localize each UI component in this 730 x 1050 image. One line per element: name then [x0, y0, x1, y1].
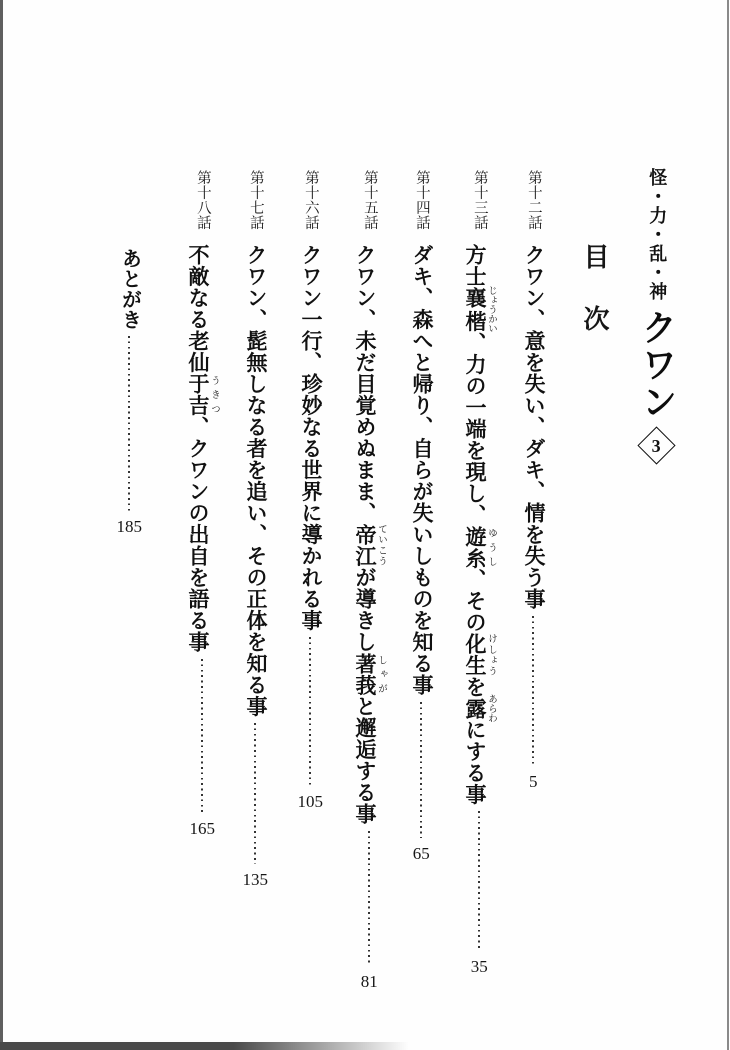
page-left-edge — [0, 0, 3, 1050]
page-bottom-edge — [0, 1042, 730, 1050]
title-text: クワン、未だ目覚めぬまま、 — [353, 244, 377, 524]
page-number: 135 — [242, 870, 268, 889]
title-text: と邂逅する事 — [353, 695, 377, 825]
title-text: ダキ、森へと帰り、自らが失いしものを知る事 — [410, 244, 434, 696]
toc-entry-afterword — [117, 248, 143, 535]
title-text: あとがき — [118, 248, 141, 330]
chapter-label: 第十八話 — [194, 170, 211, 230]
chapter-label: 第十五話 — [361, 170, 378, 230]
volume-number: 3 — [652, 435, 662, 456]
title-ruby: 著莪 しゃが — [353, 652, 386, 696]
toc-entry — [243, 170, 269, 888]
title-ruby: 遊糸 ゆうし — [463, 525, 496, 569]
dotted-leader — [532, 616, 534, 767]
toc-entry — [352, 170, 386, 990]
chapter-label: 第十四話 — [413, 170, 430, 230]
dotted-leader — [420, 702, 422, 839]
title-ruby: 化生 けしょう — [463, 633, 496, 677]
book-title-main: クワン — [637, 309, 677, 420]
toc-entry — [298, 170, 324, 810]
chapter-title — [521, 244, 545, 610]
title-ruby: 于吉 うきつ — [186, 373, 219, 416]
chapter-label: 第十六話 — [302, 170, 319, 230]
dotted-leader — [201, 659, 203, 814]
title-ruby: 襄楷 じょうかい — [463, 285, 496, 334]
chapter-title — [244, 244, 268, 717]
chapter-title — [118, 248, 140, 330]
page-number: 65 — [412, 844, 430, 863]
chapter-title — [185, 244, 219, 653]
page-number: 5 — [529, 772, 538, 791]
chapter-title — [462, 244, 496, 805]
dotted-leader — [254, 723, 256, 864]
page-right-edge — [727, 0, 729, 1050]
toc-entry — [521, 170, 545, 790]
contents-heading: 目次 — [580, 243, 609, 367]
book-title-prefix: 怪・力・乱・神 — [647, 168, 668, 301]
title-text: 不敵なる老仙 — [186, 244, 210, 373]
title-text: が導きし — [353, 566, 377, 653]
title-text: クワン、意を失い、ダキ、情を失う事 — [522, 244, 546, 610]
page-number: 81 — [360, 972, 378, 991]
page-number: 105 — [297, 792, 323, 811]
dotted-leader — [368, 831, 370, 967]
title-text: を — [463, 676, 487, 698]
chapter-title — [299, 244, 323, 631]
dotted-leader — [128, 336, 130, 511]
toc-entry — [185, 170, 219, 837]
page-number: 165 — [189, 819, 215, 838]
page-number: 35 — [470, 957, 488, 976]
chapter-label: 第十七話 — [247, 170, 264, 230]
chapter-title — [352, 244, 386, 825]
title-ruby: 帝江 ていこう — [353, 523, 386, 567]
title-text: クワン一行、珍妙なる世界に導かれる事 — [299, 244, 324, 631]
volume-badge-diamond — [638, 426, 676, 464]
title-text: 、クワンの出自を語る事 — [186, 416, 210, 653]
title-ruby: 露 あらわ — [463, 694, 496, 723]
chapter-label: 第十三話 — [471, 170, 488, 230]
dotted-leader — [309, 637, 311, 786]
book-title — [637, 168, 677, 465]
chapter-label: 第十二話 — [525, 170, 542, 230]
page-number: 185 — [116, 517, 142, 536]
title-text: 方士 — [463, 244, 487, 287]
title-text: 、その — [463, 568, 487, 634]
title-text: にする事 — [463, 719, 487, 806]
toc-entry — [462, 170, 496, 975]
dotted-leader — [478, 811, 480, 951]
title-text: クワン、髭無しなる者を追い、その正体を知る事 — [244, 244, 269, 717]
chapter-title — [409, 244, 433, 696]
toc-entry — [409, 170, 433, 862]
title-text: 、力の一端を現し、 — [463, 332, 487, 526]
